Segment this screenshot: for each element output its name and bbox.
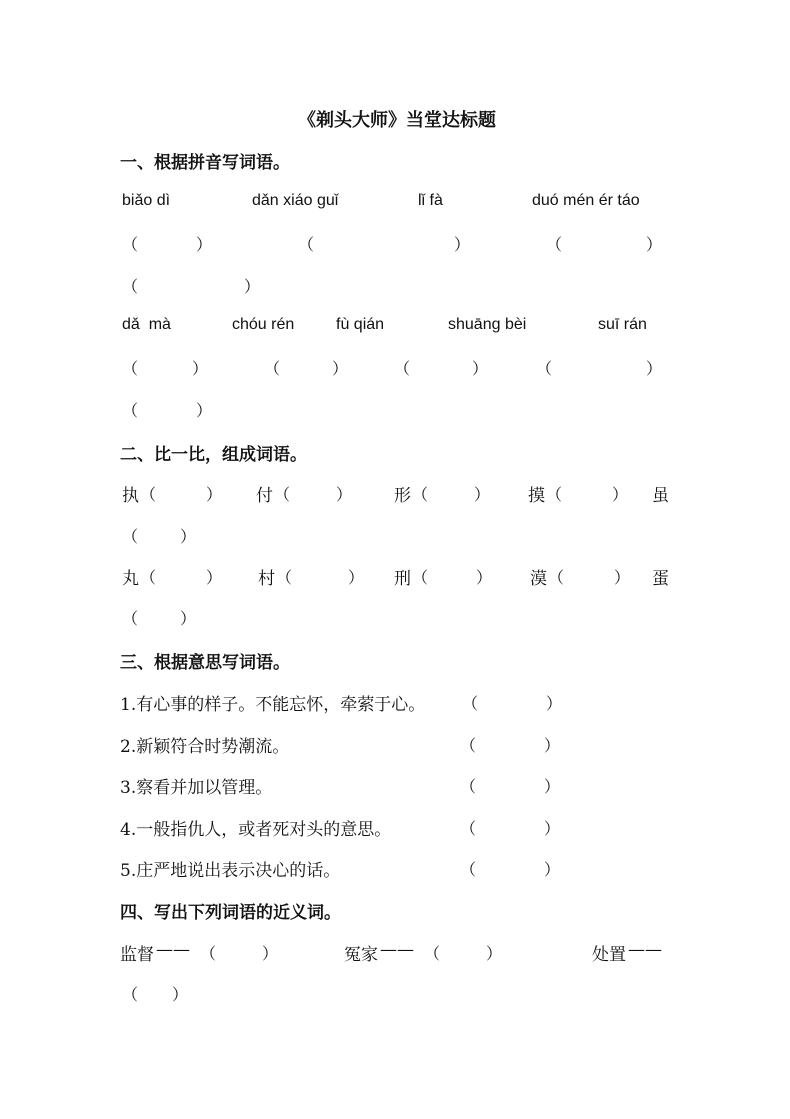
- answer-blank-open: （: [548, 568, 565, 587]
- section-2-heading: 二、比一比，组成词语。: [120, 445, 307, 465]
- answer-blank-close: ）: [196, 235, 213, 254]
- answer-blank-open: （: [122, 609, 139, 628]
- pinyin-item: fù qián: [336, 316, 385, 333]
- answer-blank-open: （: [122, 277, 139, 296]
- answer-blank-open: （: [122, 359, 139, 378]
- answer-blank-close: ）: [336, 485, 353, 504]
- answer-blank-open: （: [536, 359, 553, 378]
- pinyin-item: dǎ mà: [122, 316, 171, 333]
- answer-blank-open: （: [122, 401, 139, 420]
- answer-blank-close: ）: [646, 359, 663, 378]
- compare-char: 蛋: [652, 569, 669, 589]
- answer-blank-open: （: [424, 944, 441, 963]
- answer-blank-close: ）: [206, 568, 223, 587]
- pinyin-item: lǐ fà: [418, 192, 443, 209]
- answer-blank-open: （: [412, 568, 429, 587]
- definition-item: 2.新颖符合时势潮流。: [120, 737, 290, 757]
- answer-blank-close: ）: [472, 359, 489, 378]
- answer-blank-close: ）: [332, 359, 349, 378]
- answer-blank-open: （: [394, 359, 411, 378]
- answer-blank-open: （: [460, 819, 477, 838]
- answer-blank-close: ）: [172, 985, 189, 1004]
- answer-blank-close: ）: [262, 944, 279, 963]
- definition-item: 5.庄严地说出表示决心的话。: [120, 861, 341, 881]
- answer-blank-close: ）: [614, 568, 631, 587]
- synonym-word: 监督: [120, 945, 154, 965]
- answer-blank-open: （: [264, 359, 281, 378]
- section-1-heading: 一、根据拼音写词语。: [120, 153, 290, 173]
- answer-blank-open: （: [546, 235, 563, 254]
- compare-char: 虽: [652, 486, 669, 506]
- definition-item: 4.一般指仇人，或者死对头的意思。: [120, 820, 392, 840]
- synonym-dash: ——: [628, 940, 662, 960]
- answer-blank-open: （: [546, 485, 563, 504]
- definition-item: 3.察看并加以管理。: [120, 778, 273, 798]
- answer-blank-close: ）: [196, 401, 213, 420]
- synonym-dash: ——: [380, 940, 414, 960]
- compare-char: 刑: [394, 569, 411, 589]
- answer-blank-open: （: [462, 694, 479, 713]
- pinyin-item: biǎo dì: [122, 192, 171, 209]
- compare-char: 付: [256, 486, 273, 506]
- answer-blank-close: ）: [546, 694, 563, 713]
- answer-blank-close: ）: [544, 736, 561, 755]
- answer-blank-close: ）: [206, 485, 223, 504]
- answer-blank-close: ）: [544, 860, 561, 879]
- compare-char: 漠: [530, 569, 547, 589]
- answer-blank-open: （: [122, 527, 139, 546]
- answer-blank-close: ）: [454, 235, 471, 254]
- compare-char: 村: [258, 569, 275, 589]
- compare-char: 丸: [122, 569, 139, 589]
- synonym-dash: ——: [156, 940, 190, 960]
- compare-char: 摸: [528, 486, 545, 506]
- pinyin-item: shuāng bèi: [448, 316, 527, 333]
- answer-blank-close: ）: [612, 485, 629, 504]
- answer-blank-open: （: [122, 235, 139, 254]
- compare-char: 执: [122, 486, 139, 506]
- definition-item: 1.有心事的样子。不能忘怀，牵萦于心。: [120, 695, 426, 715]
- answer-blank-close: ）: [544, 777, 561, 796]
- pinyin-item: duó mén ér táo: [532, 192, 640, 209]
- answer-blank-close: ）: [646, 235, 663, 254]
- answer-blank-close: ）: [476, 568, 493, 587]
- answer-blank-open: （: [140, 568, 157, 587]
- answer-blank-open: （: [460, 777, 477, 796]
- page-title: 《剃头大师》当堂达标题: [298, 110, 496, 131]
- answer-blank-close: ）: [544, 819, 561, 838]
- answer-blank-open: （: [460, 736, 477, 755]
- answer-blank-close: ）: [192, 359, 209, 378]
- answer-blank-close: ）: [180, 609, 197, 628]
- compare-char: 形: [394, 486, 411, 506]
- section-3-heading: 三、根据意思写词语。: [120, 653, 290, 673]
- answer-blank-close: ）: [180, 527, 197, 546]
- section-4-heading: 四、写出下列词语的近义词。: [120, 903, 341, 923]
- answer-blank-open: （: [298, 235, 315, 254]
- answer-blank-open: （: [274, 485, 291, 504]
- answer-blank-open: （: [140, 485, 157, 504]
- synonym-word: 处置: [592, 945, 626, 965]
- answer-blank-open: （: [412, 485, 429, 504]
- answer-blank-close: ）: [244, 277, 261, 296]
- pinyin-item: suī rán: [598, 316, 647, 333]
- answer-blank-open: （: [276, 568, 293, 587]
- answer-blank-close: ）: [348, 568, 365, 587]
- pinyin-item: chóu rén: [232, 316, 295, 333]
- answer-blank-close: ）: [474, 485, 491, 504]
- answer-blank-close: ）: [486, 944, 503, 963]
- synonym-word: 冤家: [344, 945, 378, 965]
- answer-blank-open: （: [200, 944, 217, 963]
- answer-blank-open: （: [460, 860, 477, 879]
- pinyin-item: dǎn xiáo guǐ: [252, 192, 339, 209]
- answer-blank-open: （: [122, 985, 139, 1004]
